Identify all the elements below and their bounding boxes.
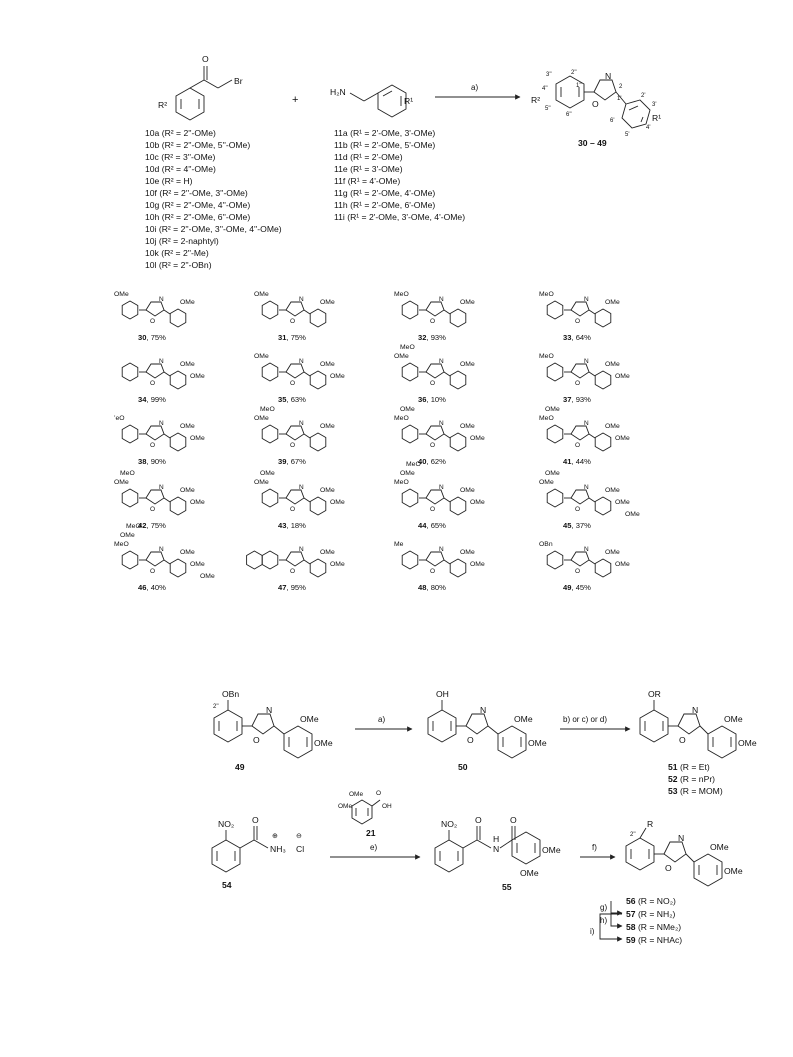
structure-50 xyxy=(428,689,547,772)
substituent-label: OH xyxy=(436,689,449,699)
substituent-label: OMe xyxy=(190,561,205,568)
substituent-label: OMe xyxy=(254,415,269,422)
compound-36 xyxy=(394,344,475,404)
substituent-label: OBn xyxy=(539,541,553,548)
oxazole-n-label: N xyxy=(439,358,444,365)
substituent-label: MeO xyxy=(539,291,554,298)
r2-label: R² xyxy=(158,100,168,110)
substituent-label: OMe xyxy=(460,487,475,494)
oxazole-o-label: O xyxy=(575,506,581,513)
separator: , xyxy=(146,395,151,404)
oxazole-n-label: N xyxy=(439,484,444,491)
substituent-label: OMe xyxy=(605,299,620,306)
structure-56-59 xyxy=(590,819,743,945)
list-item: 51 (R = Et) xyxy=(668,762,710,772)
separator: , xyxy=(571,521,576,530)
arrow-label: b) or c) or d) xyxy=(563,715,608,724)
compound-grid xyxy=(114,291,640,592)
substituent-label: OMe xyxy=(180,423,195,430)
oxazole-o-label: O xyxy=(150,318,156,325)
separator: , xyxy=(286,395,291,404)
list-item: 52 (R = nPr) xyxy=(668,774,716,784)
position-label: 2'' xyxy=(213,704,219,710)
substituent-label: R xyxy=(647,819,654,829)
list-item: 11a (R¹ = 2'-OMe, 3'-OMe) xyxy=(334,128,436,138)
substituent-label: OMe xyxy=(539,479,554,486)
substituent-label: OMe xyxy=(394,353,409,360)
compound-44 xyxy=(394,461,485,530)
oxazole-o-label: O xyxy=(430,568,436,575)
substituent-label: OMe xyxy=(400,470,415,477)
substituent-label: OMe xyxy=(330,499,345,506)
compound-caption: 43, 18% xyxy=(278,521,306,530)
compound-40 xyxy=(394,406,485,466)
compound-31 xyxy=(254,291,335,342)
substituent-label: OMe xyxy=(120,532,135,539)
oxazole-o-label: O xyxy=(290,506,296,513)
substituent-label: OMe xyxy=(605,423,620,430)
substituent-label: OMe xyxy=(190,435,205,442)
oxazole-o-label: O xyxy=(150,380,156,387)
substituent-label: ʼeO xyxy=(114,415,125,422)
oxazole-o-label: O xyxy=(253,735,260,745)
reactant-bromoketone xyxy=(158,54,243,120)
oxazole-o-label: O xyxy=(290,380,296,387)
list-item: 56 (R = NO₂) xyxy=(626,896,676,906)
arrow-label: a) xyxy=(378,715,386,724)
plus-sign: + xyxy=(292,94,299,106)
list-item: 11f (R¹ = 4'-OMe) xyxy=(334,176,401,186)
reaction-arrow xyxy=(611,901,622,913)
compound-id: 55 xyxy=(502,882,512,892)
list-item: 11h (R¹ = 2'-OMe, 6'-OMe) xyxy=(334,200,436,210)
separator: , xyxy=(286,333,291,342)
oxazole-o-label: O xyxy=(575,318,581,325)
carbonyl-oxygen-label: O xyxy=(475,815,482,825)
position-label: 6' xyxy=(610,118,615,124)
oxazole-o-label: O xyxy=(575,568,581,575)
oxazole-n-label: N xyxy=(584,484,589,491)
list-item: 59 (R = NHAc) xyxy=(626,935,683,945)
oxazole-o-label: O xyxy=(290,442,296,449)
separator: , xyxy=(146,457,151,466)
compound-47 xyxy=(247,546,345,592)
compound-caption: 48, 80% xyxy=(418,583,446,592)
list-item: 11b (R¹ = 2'-OMe, 5'-OMe) xyxy=(334,140,436,150)
carbonyl-oxygen-label: O xyxy=(252,815,259,825)
substituent-label: OMe xyxy=(724,866,743,876)
substituent-label: OMe xyxy=(260,470,275,477)
compound-42 xyxy=(114,470,205,530)
oxazole-n-label: N xyxy=(439,546,444,553)
structure-49 xyxy=(213,689,333,772)
compound-caption: 42, 75% xyxy=(138,521,166,530)
oxazole-n-label: N xyxy=(299,358,304,365)
position-label: 3'' xyxy=(546,72,552,78)
oxazole-o-label: O xyxy=(679,735,686,745)
structure-55 xyxy=(435,815,561,892)
list-item: 10j (R² = 2-naphtyl) xyxy=(145,236,219,246)
arrow-label: h) xyxy=(600,916,608,925)
scheme-1 xyxy=(145,54,661,270)
compound-49 xyxy=(539,541,630,592)
compound-38 xyxy=(114,414,205,466)
compound-33 xyxy=(539,291,620,342)
compound-caption: 35, 63% xyxy=(278,395,306,404)
oxazole-n-label: N xyxy=(692,705,699,715)
separator: , xyxy=(426,583,431,592)
list-item: 11i (R¹ = 2'-OMe, 3'-OMe, 4'-OMe) xyxy=(334,212,466,222)
list-item: 10g (R² = 2''-OMe, 4''-OMe) xyxy=(145,200,251,210)
substituent-label: OMe xyxy=(180,487,195,494)
oxazole-n-label: N xyxy=(584,546,589,553)
substituent-label: OMe xyxy=(349,791,364,798)
list-item: 10l (R² = 2''-OBn) xyxy=(145,260,212,270)
oxazole-n-label: N xyxy=(159,420,164,427)
position-label: 2' xyxy=(641,93,646,99)
position-label: 3' xyxy=(652,102,657,108)
substituent-label: OMe xyxy=(605,361,620,368)
carbonyl-oxygen-label: O xyxy=(376,790,382,797)
position-label: 2'' xyxy=(571,70,577,76)
list-item: 10h (R² = 2''-OMe, 6''-OMe) xyxy=(145,212,251,222)
compound-34 xyxy=(122,358,205,404)
product-range-label: 30 – 49 xyxy=(578,138,607,148)
substituent-label: OMe xyxy=(460,361,475,368)
substituent-label: MeO xyxy=(400,344,415,351)
compound-caption: 39, 67% xyxy=(278,457,306,466)
list-item: 57 (R = NH₂) xyxy=(626,909,676,919)
substituent-label: MeO xyxy=(260,406,275,413)
substituent-label: OMe xyxy=(114,291,129,298)
substituent-label: OMe xyxy=(254,479,269,486)
substituent-label: OMe xyxy=(738,738,757,748)
arrow-label: e) xyxy=(370,843,378,852)
product-general-structure xyxy=(531,70,661,148)
substituent-label: OMe xyxy=(320,299,335,306)
substituent-label: MeO xyxy=(394,479,409,486)
compound-caption: 49, 45% xyxy=(563,583,591,592)
compound-id: 49 xyxy=(235,762,245,772)
separator: , xyxy=(146,521,151,530)
substituent-label: MeO xyxy=(114,541,129,548)
compound-caption: 38, 90% xyxy=(138,457,166,466)
oxazole-o-label: O xyxy=(290,318,296,325)
oxazole-n-label: N xyxy=(299,484,304,491)
oxazole-n-label: N xyxy=(605,71,612,81)
oxazole-n-label: N xyxy=(480,705,487,715)
substituent-label: OBn xyxy=(222,689,240,699)
oxazole-n-label: N xyxy=(159,296,164,303)
substituent-label: OMe xyxy=(545,406,560,413)
substituent-label: NO₂ xyxy=(441,819,458,829)
separator: , xyxy=(571,457,576,466)
list-item: 10i (R² = 2''-OMe, 3''-OMe, 4''-OMe) xyxy=(145,224,282,234)
amine-label: H₂N xyxy=(330,87,346,97)
structure-21 xyxy=(338,790,392,838)
compound-caption: 31, 75% xyxy=(278,333,306,342)
substituent-label: MeO xyxy=(126,523,141,530)
chloride-label: Cl xyxy=(296,844,305,854)
separator: , xyxy=(571,333,576,342)
substituent-label: OMe xyxy=(528,738,547,748)
compound-48 xyxy=(394,541,485,592)
amide-n-label: N xyxy=(493,844,500,854)
position-label: 2'' xyxy=(630,832,636,838)
oxazole-o-label: O xyxy=(575,442,581,449)
compound-caption: 30, 75% xyxy=(138,333,166,342)
list-item: 10f (R² = 2''-OMe, 3''-OMe) xyxy=(145,188,248,198)
list-item: 10c (R² = 3''-OMe) xyxy=(145,152,216,162)
compound-id: 21 xyxy=(366,828,376,838)
compound-id: 50 xyxy=(458,762,468,772)
compound-caption: 33, 64% xyxy=(563,333,591,342)
r1-label: R¹ xyxy=(652,113,662,123)
position-label: 5'' xyxy=(545,106,551,112)
position-label: 6'' xyxy=(566,112,572,118)
oxazole-n-label: N xyxy=(299,546,304,553)
oxazole-o-label: O xyxy=(592,99,599,109)
separator: , xyxy=(146,583,151,592)
substituent-label: MeO xyxy=(539,353,554,360)
bromine-label: Br xyxy=(234,76,243,86)
oxazole-o-label: O xyxy=(150,506,156,513)
compound-46 xyxy=(114,523,215,592)
substituent-label: OMe xyxy=(710,842,729,852)
position-label: 1'' xyxy=(576,83,582,89)
oxazole-o-label: O xyxy=(467,735,474,745)
list-item: 10b (R² = 2''-OMe, 5''-OMe) xyxy=(145,140,251,150)
oxazole-n-label: N xyxy=(159,546,164,553)
compound-caption: 47, 95% xyxy=(278,583,306,592)
substituent-label: MeO xyxy=(394,415,409,422)
separator: , xyxy=(286,457,291,466)
arrow-label: g) xyxy=(600,903,608,912)
position-label: 1' xyxy=(617,96,622,102)
substituent-label: OMe xyxy=(320,361,335,368)
oxazole-n-label: N xyxy=(584,296,589,303)
compound-caption: 46, 40% xyxy=(138,583,166,592)
scheme-3 xyxy=(212,790,743,945)
substituent-label: OMe xyxy=(615,373,630,380)
oxazole-o-label: O xyxy=(150,568,156,575)
substituent-label: OMe xyxy=(605,549,620,556)
oxazole-n-label: N xyxy=(299,420,304,427)
amide-h-label: H xyxy=(493,834,500,844)
substituent-label: OMe xyxy=(470,499,485,506)
compound-caption: 32, 93% xyxy=(418,333,446,342)
substituent-label: OMe xyxy=(254,353,269,360)
substituent-label: OMe xyxy=(615,499,630,506)
compound-35 xyxy=(254,353,345,404)
substituent-label: OMe xyxy=(470,561,485,568)
reactant-1-list xyxy=(145,128,282,270)
compound-id: 54 xyxy=(222,880,232,890)
compound-caption: 41, 44% xyxy=(563,457,591,466)
compound-caption: 36, 10% xyxy=(418,395,446,404)
reaction-arrow xyxy=(611,914,622,926)
arrow-label: a) xyxy=(471,83,479,92)
compound-caption: 34, 99% xyxy=(138,395,166,404)
compound-32 xyxy=(394,291,475,342)
charge-minus: ⊖ xyxy=(296,833,302,840)
oxazole-o-label: O xyxy=(430,506,436,513)
substituent-label: NO₂ xyxy=(218,819,235,829)
carbonyl-oxygen-label: O xyxy=(202,54,209,64)
substituent-label: OMe xyxy=(605,487,620,494)
structure-51-53 xyxy=(640,689,757,796)
substituent-label: OMe xyxy=(615,435,630,442)
substituent-label: OMe xyxy=(400,406,415,413)
compound-43 xyxy=(254,470,345,530)
list-item: 10d (R² = 4''-OMe) xyxy=(145,164,216,174)
oxazole-o-label: O xyxy=(290,568,296,575)
oxazole-n-label: N xyxy=(439,420,444,427)
substituent-label: OMe xyxy=(460,549,475,556)
substituent-label: OMe xyxy=(300,714,319,724)
separator: , xyxy=(571,583,576,592)
separator: , xyxy=(426,457,431,466)
substituent-label: OMe xyxy=(180,361,195,368)
position-label: 4'' xyxy=(542,86,548,92)
substituent-label: OH xyxy=(382,803,392,810)
oxazole-o-label: O xyxy=(150,442,156,449)
compound-41 xyxy=(539,406,630,466)
substituent-label: OMe xyxy=(460,423,475,430)
list-item: 11d (R¹ = 2'-OMe) xyxy=(334,152,403,162)
reactant-benzylamine xyxy=(330,85,413,117)
substituent-label: MeO xyxy=(120,470,135,477)
substituent-label: OMe xyxy=(320,423,335,430)
arrow-label: f) xyxy=(592,843,597,852)
substituent-label: OMe xyxy=(200,573,215,580)
oxazole-n-label: N xyxy=(678,833,685,843)
compound-45 xyxy=(539,470,640,530)
r1-label: R¹ xyxy=(404,96,414,106)
substituent-label: OMe xyxy=(114,479,129,486)
substituent-label: OMe xyxy=(460,299,475,306)
substituent-label: OMe xyxy=(338,803,353,810)
oxazole-o-label: O xyxy=(430,380,436,387)
list-item: 10a (R² = 2''-OMe) xyxy=(145,128,216,138)
substituent-label: OMe xyxy=(180,549,195,556)
compound-caption: 44, 65% xyxy=(418,521,446,530)
oxazole-o-label: O xyxy=(430,318,436,325)
substituent-label: OMe xyxy=(314,738,333,748)
list-item: 11e (R¹ = 3'-OMe) xyxy=(334,164,403,174)
substituent-label: MeO xyxy=(406,461,421,468)
substituent-label: OMe xyxy=(330,561,345,568)
list-item: 10e (R² = H) xyxy=(145,176,193,186)
separator: , xyxy=(571,395,576,404)
substituent-label: OMe xyxy=(545,470,560,477)
oxazole-n-label: N xyxy=(299,296,304,303)
list-item: 10k (R² = 2''-Me) xyxy=(145,248,209,258)
substituent-label: OMe xyxy=(254,291,269,298)
compound-37 xyxy=(539,353,630,404)
separator: , xyxy=(426,333,431,342)
substituent-label: Me xyxy=(394,541,404,548)
oxazole-o-label: O xyxy=(575,380,581,387)
substituent-label: OMe xyxy=(190,373,205,380)
ammonium-label: NH₃ xyxy=(270,844,286,854)
substituent-label: OMe xyxy=(320,549,335,556)
compound-caption: 37, 93% xyxy=(563,395,591,404)
reactant-2-list xyxy=(334,128,465,222)
substituent-label: OMe xyxy=(514,714,533,724)
separator: , xyxy=(426,521,431,530)
compound-caption: 45, 37% xyxy=(563,521,591,530)
scheme-2 xyxy=(213,689,757,796)
oxazole-n-label: N xyxy=(439,296,444,303)
charge-plus: ⊕ xyxy=(272,833,278,840)
substituent-label: OMe xyxy=(542,845,561,855)
carbonyl-oxygen-label: O xyxy=(510,815,517,825)
r2-label: R² xyxy=(531,95,541,105)
oxazole-n-label: N xyxy=(584,420,589,427)
substituent-label: MeO xyxy=(539,415,554,422)
separator: , xyxy=(426,395,431,404)
separator: , xyxy=(146,333,151,342)
substituent-label: OMe xyxy=(724,714,743,724)
oxazole-n-label: N xyxy=(159,358,164,365)
oxazole-n-label: N xyxy=(159,484,164,491)
substituent-label: OMe xyxy=(470,435,485,442)
substituent-label: MeO xyxy=(394,291,409,298)
list-item: 58 (R = NMe₂) xyxy=(626,922,682,932)
separator: , xyxy=(286,583,291,592)
compound-39 xyxy=(254,406,335,466)
substituent-label: OR xyxy=(648,689,661,699)
substituent-label: OMe xyxy=(180,299,195,306)
compound-caption: 40, 62% xyxy=(418,457,446,466)
substituent-label: OMe xyxy=(520,868,539,878)
substituent-label: OMe xyxy=(320,487,335,494)
position-label: 4' xyxy=(646,125,651,131)
oxazole-n-label: N xyxy=(584,358,589,365)
oxazole-o-label: O xyxy=(430,442,436,449)
list-item: 11g (R¹ = 2'-OMe, 4'-OMe) xyxy=(334,188,436,198)
oxazole-o-label: O xyxy=(665,863,672,873)
list-item: 53 (R = MOM) xyxy=(668,786,723,796)
substituent-label: OMe xyxy=(330,373,345,380)
substituent-label: OMe xyxy=(615,561,630,568)
separator: , xyxy=(286,521,291,530)
structure-54 xyxy=(212,815,304,890)
oxazole-n-label: N xyxy=(266,705,273,715)
position-label: 2 xyxy=(619,84,623,90)
position-label: 5' xyxy=(625,132,630,138)
compound-30 xyxy=(114,291,195,342)
substituent-label: OMe xyxy=(625,511,640,518)
arrow-label: i) xyxy=(590,927,595,936)
substituent-label: OMe xyxy=(190,499,205,506)
